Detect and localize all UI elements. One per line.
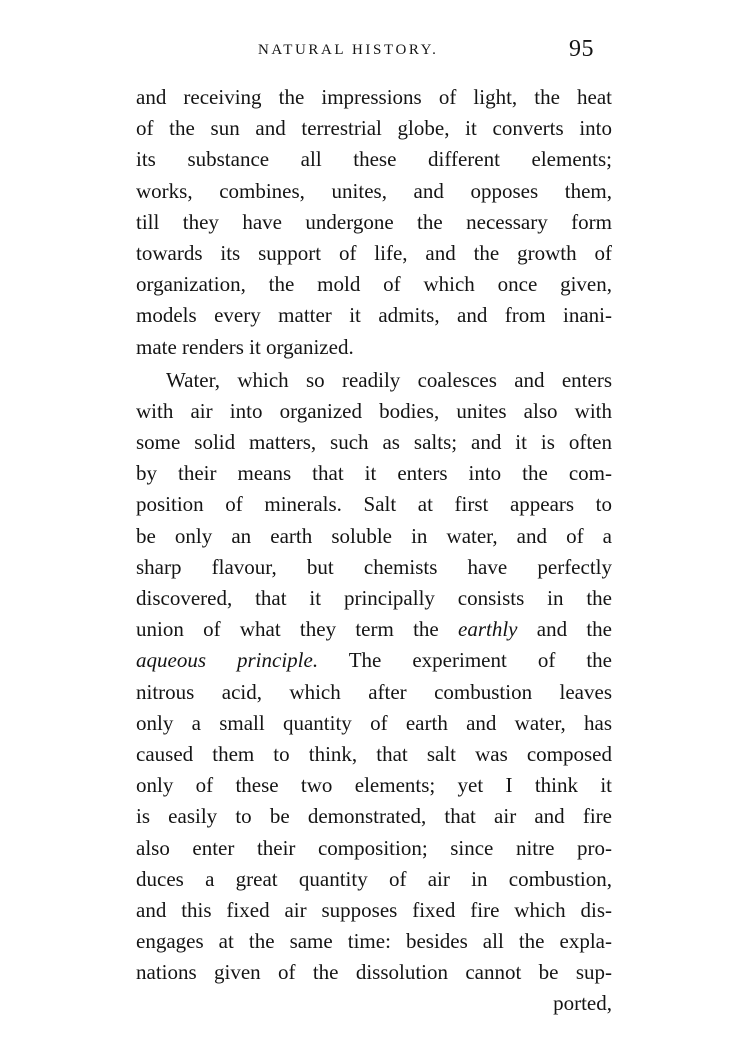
text-run: union of what they term the xyxy=(136,617,459,642)
text-line: and receiving the impressions of light, the heat xyxy=(136,85,612,109)
text-line: also enter their composition; since nitre pro- xyxy=(136,835,612,860)
text-line: duces a great quantity of air in combustion, xyxy=(136,866,612,891)
text-line: only a small quantity of earth and water, has xyxy=(136,710,612,735)
text-line: Water, which so readily coalesces and enters xyxy=(166,367,612,392)
text-line: till they have undergone the necessary form xyxy=(136,209,612,234)
text-line: its substance all these different elements; xyxy=(136,147,612,172)
text-line: towards its support of life, and the growth of xyxy=(136,240,612,265)
body-text xyxy=(136,82,612,1020)
text-line: mate renders it organized. xyxy=(136,334,354,359)
catchword: ported, xyxy=(553,991,612,1016)
page-header xyxy=(0,36,750,70)
text-line: and this fixed air supposes fixed fire which dis- xyxy=(136,897,612,922)
text-line: nations given of the dissolution cannot be sup- xyxy=(136,960,612,985)
paragraph-1 xyxy=(136,82,612,363)
italic-term-aqueous-principle: aqueous principle. xyxy=(136,648,319,673)
italic-term-earthly: earthly xyxy=(458,617,518,642)
text-line: discovered, that it principally consists in the xyxy=(136,586,612,610)
text-line-with-italic xyxy=(136,645,612,676)
running-head: NATURAL HISTORY. xyxy=(258,42,439,58)
text-line: only of these two elements; yet I think it xyxy=(136,773,612,798)
text-line: some solid matters, such as salts; and it is often xyxy=(136,430,612,455)
text-line: models every matter it admits, and from inani- xyxy=(136,303,612,328)
text-line: engages at the same time: besides all the expla- xyxy=(136,929,612,954)
text-line: be only an earth soluble in water, and of a xyxy=(136,523,612,548)
text-line: organization, the mold of which once given, xyxy=(136,272,612,297)
page-number: 95 xyxy=(569,36,594,62)
text-line: is easily to be demonstrated, that air and fire xyxy=(136,804,612,829)
text-line: caused them to think, that salt was composed xyxy=(136,741,612,766)
text-line: with air into organized bodies, unites also with xyxy=(136,398,612,423)
text-line: works, combines, unites, and opposes them, xyxy=(136,178,612,203)
text-line: of the sun and terrestrial globe, it converts into xyxy=(136,116,612,141)
text-line: sharp flavour, but chemists have perfectly xyxy=(136,554,612,579)
text-run: and the xyxy=(517,617,612,642)
text-line: position of minerals. Salt at first appears to xyxy=(136,492,612,517)
text-line: by their means that it enters into the com- xyxy=(136,461,612,486)
paragraph-2 xyxy=(136,365,612,1020)
text-line-with-italic xyxy=(136,614,612,645)
text-line: nitrous acid, which after combustion leaves xyxy=(136,679,612,704)
text-run: The experiment of the xyxy=(318,648,612,673)
